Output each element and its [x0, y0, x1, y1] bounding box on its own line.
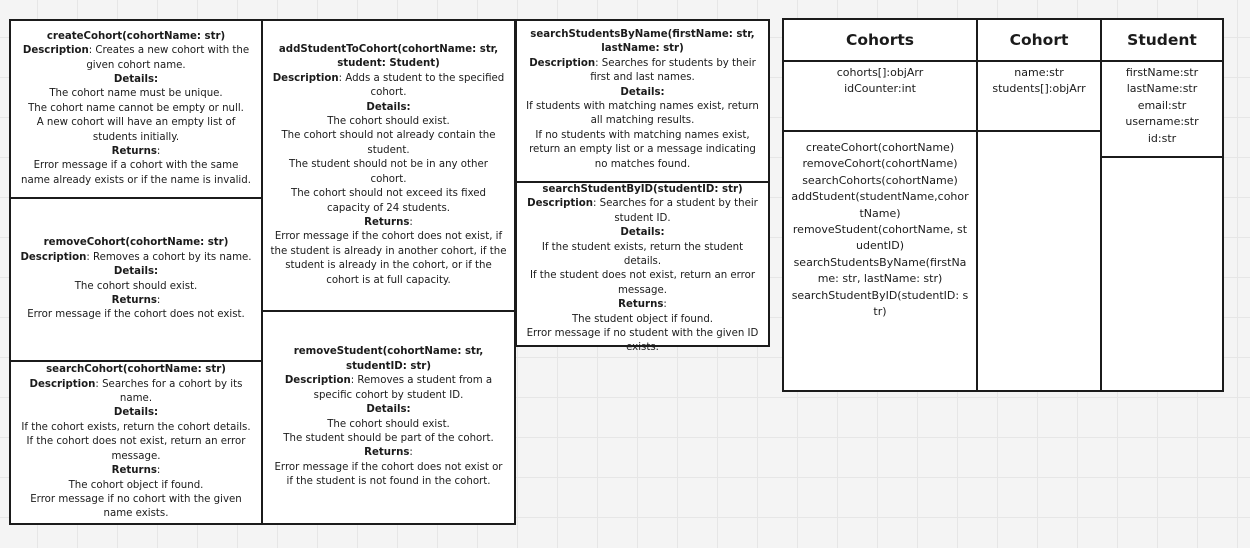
- description-text: : Searches for a student by their student ID.: [593, 198, 758, 224]
- class-cohort-attributes: [978, 62, 1100, 132]
- class-attribute: students[]:objArr: [992, 82, 1086, 96]
- details-item: The cohort name must be unique.: [49, 88, 223, 100]
- returns-item: Error message if the cohort does not exist, if the student is already in another cohort, if the student is already in the cohort, or if the cohort is at full capacity.: [270, 231, 507, 286]
- method-card-search-students-by-name[interactable]: [515, 19, 770, 183]
- class-cohorts-methods: [784, 132, 976, 390]
- method-card-search-cohort[interactable]: [9, 360, 263, 525]
- class-method: addStudent(studentName,cohortName): [791, 190, 969, 220]
- details-label: Details:: [620, 86, 665, 98]
- description-text: : Removes a student from a specific cohort by student ID.: [313, 375, 493, 401]
- details-label: Details:: [113, 73, 159, 85]
- details-label: Details:: [113, 266, 159, 278]
- method-signature: searchStudentByID(studentID: str): [542, 184, 743, 195]
- details-item: If students with matching names exist, return all matching results.: [526, 101, 759, 127]
- method-card-search-student-by-id[interactable]: [515, 181, 770, 354]
- description-line: [18, 378, 254, 407]
- class-attribute: lastName:str: [1126, 82, 1198, 96]
- description-label: Description: [20, 251, 87, 263]
- class-attribute: firstName:str: [1125, 66, 1199, 79]
- details-item: If the student exists, return the student details.: [541, 241, 744, 268]
- returns-item: Error message if no cohort with the given name exists.: [30, 493, 242, 520]
- details-item: If no students with matching names exist, return an empty list or a message indicating no matches found.: [529, 129, 756, 170]
- method-card-add-student[interactable]: [261, 19, 516, 312]
- class-attribute: idCounter:int: [844, 82, 916, 96]
- method-signature: removeStudent(cohortName: str, studentID: str): [293, 346, 484, 372]
- returns-item: Error message if the cohort does not exist.: [27, 309, 245, 321]
- class-cohort-methods: [978, 132, 1100, 390]
- method-signature: removeCohort(cohortName: str): [43, 237, 229, 249]
- class-student-methods: [1102, 158, 1222, 390]
- returns-item: Error message if no student with the given ID exists.: [526, 328, 759, 354]
- description-text: : Adds a student to the specified cohort.: [338, 72, 505, 99]
- description-label: Description: [272, 72, 339, 84]
- method-signature: addStudentToCohort(cohortName: str, student: Student): [278, 44, 499, 70]
- description-line: [524, 197, 761, 226]
- description-text: : Searches for students by their first and last names.: [590, 57, 756, 84]
- class-student[interactable]: [1100, 18, 1224, 392]
- method-signature: searchCohort(cohortName: str): [46, 364, 226, 376]
- class-cohort[interactable]: [976, 18, 1102, 392]
- description-label: Description: [284, 375, 351, 387]
- details-item: The student should be part of the cohort.: [283, 432, 494, 444]
- class-method: searchCohorts(cohortName): [802, 173, 958, 187]
- returns-line: Returns:: [364, 447, 413, 459]
- description-line: [524, 57, 761, 86]
- description-label: Description: [527, 198, 593, 210]
- details-item: If the cohort exists, return the cohort details.: [21, 421, 251, 433]
- class-attribute: id:str: [1147, 131, 1177, 145]
- class-cohorts[interactable]: [782, 18, 978, 392]
- class-student-title: Student: [1102, 20, 1222, 62]
- returns-label: Returns: [111, 465, 157, 477]
- returns-item: Error message if a cohort with the same name already exists or if the name is invalid.: [21, 160, 251, 186]
- description-line: [270, 72, 507, 101]
- returns-line: Returns:: [618, 299, 667, 311]
- description-line: [270, 374, 507, 403]
- details-item: The cohort should exist.: [327, 418, 450, 430]
- returns-line: Returns:: [111, 146, 161, 158]
- details-label: Details:: [113, 407, 159, 419]
- description-label: Description: [29, 378, 96, 390]
- class-cohorts-title: Cohorts: [784, 20, 976, 62]
- class-attribute: name:str: [1014, 66, 1064, 79]
- details-item: The cohort name cannot be empty or null.: [28, 102, 244, 114]
- details-label: Details:: [366, 404, 411, 416]
- returns-item: The student object if found.: [571, 313, 714, 325]
- details-item: The cohort should exist.: [74, 280, 198, 292]
- class-attribute: email:str: [1137, 98, 1187, 112]
- returns-label: Returns: [618, 299, 664, 311]
- description-line: [18, 251, 254, 265]
- details-item: A new cohort will have an empty list of students initially.: [36, 117, 236, 143]
- class-attribute: cohorts[]:objArr: [836, 66, 924, 79]
- class-method: removeStudent(cohortName, studentID): [792, 223, 968, 253]
- description-text: : Searches for a cohort by its name.: [95, 378, 243, 405]
- details-item: The cohort should not already contain the student.: [281, 130, 496, 156]
- method-card-remove-cohort[interactable]: [9, 197, 263, 362]
- description-label: Description: [22, 45, 89, 57]
- returns-line: Returns:: [111, 465, 161, 477]
- returns-label: Returns: [111, 146, 157, 158]
- details-item: The student should not be in any other cohort.: [289, 159, 488, 185]
- class-method: removeCohort(cohortName): [802, 157, 958, 171]
- description-text: : Creates a new cohort with the given cohort name.: [86, 45, 250, 71]
- details-item: If the cohort does not exist, return an error message.: [26, 436, 246, 462]
- class-cohorts-attributes: [784, 62, 976, 132]
- returns-label: Returns: [364, 216, 410, 228]
- details-label: Details:: [366, 101, 411, 113]
- returns-label: Returns: [111, 294, 157, 306]
- description-text: : Removes a cohort by its name.: [86, 251, 252, 263]
- description-label: Description: [529, 57, 596, 69]
- method-card-remove-student[interactable]: [261, 310, 516, 525]
- class-attribute: username:str: [1125, 115, 1199, 129]
- returns-item: The cohort object if found.: [68, 479, 204, 491]
- method-signature: createCohort(cohortName: str): [46, 30, 226, 42]
- returns-label: Returns: [364, 447, 410, 459]
- details-item: If the student does not exist, return an error message.: [529, 270, 756, 296]
- method-signature: searchStudentsByName(firstName: str, lastName: str): [530, 29, 755, 55]
- details-item: The cohort should exist.: [327, 116, 450, 128]
- details-item: The cohort should not exceed its fixed capacity of 24 students.: [290, 188, 487, 214]
- class-method: searchStudentsByName(firstName: str, lastName: str): [793, 255, 967, 286]
- returns-line: Returns:: [111, 294, 161, 306]
- class-method: searchStudentByID(studentID: str): [791, 288, 969, 319]
- returns-line: Returns:: [364, 216, 413, 228]
- returns-item: Error message if the cohort does not exist or if the student is not found in the cohort.: [274, 461, 503, 488]
- method-card-create-cohort[interactable]: [9, 19, 263, 199]
- class-cohort-title: Cohort: [978, 20, 1100, 62]
- details-label: Details:: [620, 227, 665, 239]
- class-student-attributes: [1102, 62, 1222, 158]
- description-line: [18, 44, 254, 73]
- class-method: createCohort(cohortName): [805, 141, 955, 154]
